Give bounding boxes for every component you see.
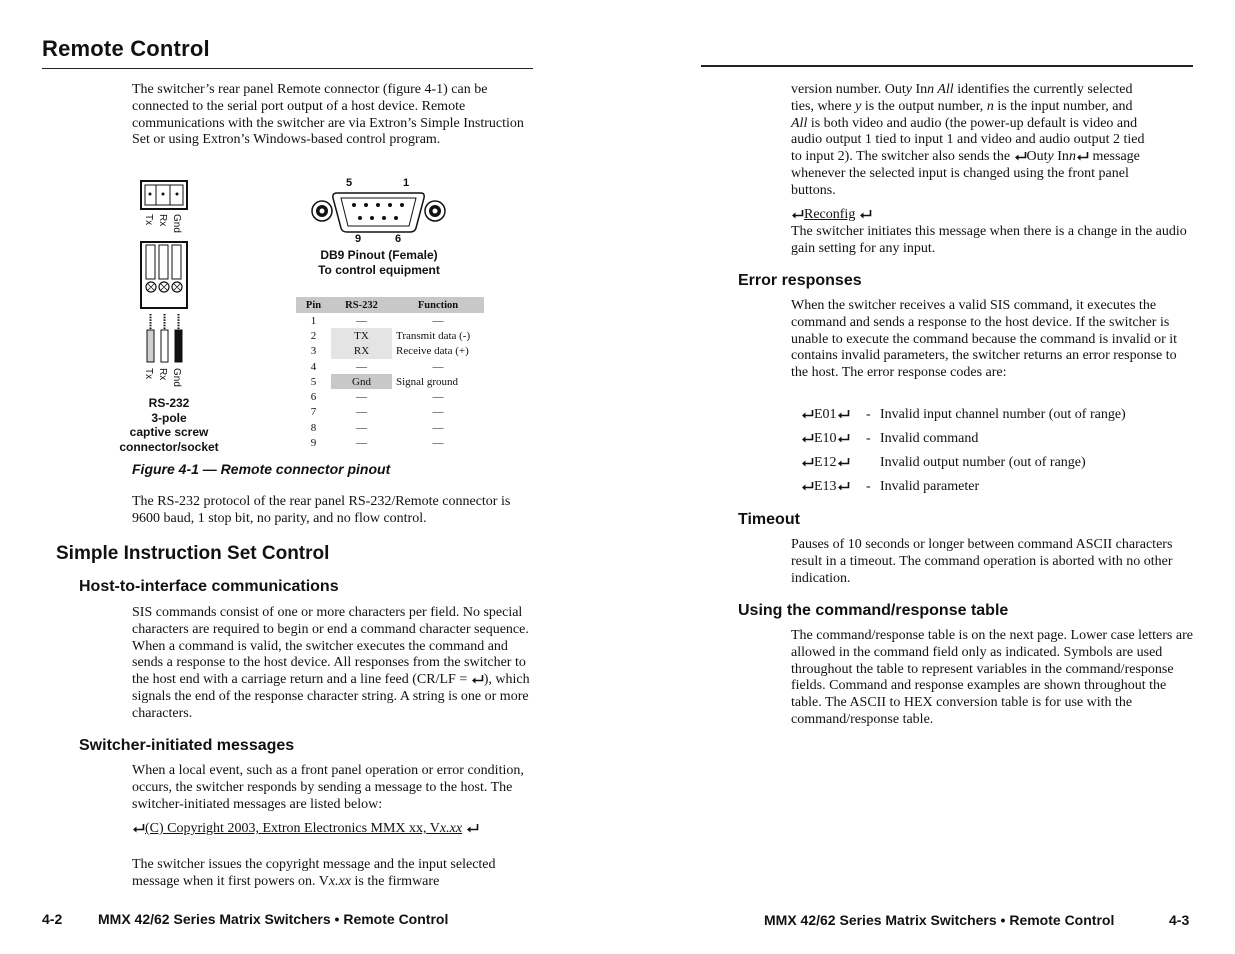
table-cell: — <box>356 360 367 373</box>
pinout-table <box>296 297 484 451</box>
footer-title-left: MMX 42/62 Series Matrix Switchers • Remote Control <box>98 911 449 927</box>
connector-caption-line: captive screw <box>129 425 209 440</box>
table-cell: Receive data (+) <box>396 345 469 358</box>
table-cell: — <box>432 406 444 419</box>
text-run: is both video and audio (the power-up default is video and <box>807 115 1138 131</box>
page-title: Remote Control <box>42 36 210 61</box>
table-row <box>296 405 484 420</box>
return-icon <box>801 457 814 467</box>
table-heading: Using the command/response table <box>738 602 1009 619</box>
connector-caption-line: RS-232 <box>148 396 190 410</box>
table-cell: Gnd <box>331 374 392 389</box>
error-dash: - <box>866 479 871 494</box>
copyright-paragraph <box>132 857 532 891</box>
host-text-a: SIS commands consist of one or more characters per field. No special characters are required to begin or end a command character sequence. When a command is valid, the switcher executes the command and sends a response to the host device. All responses from the switcher to the host end with a carriage return and a line feed (CR/LF = <box>132 605 529 688</box>
db9-pin-5: 5 <box>346 177 353 189</box>
db9-caption-line: To control equipment <box>318 263 440 277</box>
error-dash: - <box>866 407 871 422</box>
text-run: n All <box>927 82 954 97</box>
error-code: E13 <box>814 479 837 494</box>
switcher-heading: Switcher-initiated messages <box>79 737 295 754</box>
table-cell: — <box>432 437 444 450</box>
table-cell: — <box>356 437 367 450</box>
table-cell: 1 <box>310 314 317 327</box>
table-row <box>296 359 484 374</box>
footer-title-right: MMX 42/62 Series Matrix Switchers • Remote Control <box>764 912 1115 928</box>
table-row <box>296 313 484 328</box>
right-top-rule <box>701 65 1193 67</box>
error-row <box>801 455 1086 471</box>
error-code: E10 <box>814 431 837 446</box>
table-row <box>296 344 484 359</box>
text-run: n <box>986 98 994 114</box>
table-cell: — <box>356 406 367 419</box>
table-cell: 2 <box>310 329 317 342</box>
host-paragraph <box>132 605 534 723</box>
table-header-pin: Pin <box>296 297 331 313</box>
title-rule <box>42 68 533 69</box>
return-icon <box>837 457 850 467</box>
table-paragraph: The command/response table is on the next page. Lower case letters are allowed in the command field only as indicated. Symbols are used throughout the table to represent variables in the command/response fields. Command and response examples are shown throughout the table. The ASCII to HEX conversion table is for use with the command/response table. <box>791 628 1193 727</box>
wire-label-rx: Rx <box>157 368 168 381</box>
table-header-rs232: RS-232 <box>331 297 392 313</box>
text-run: y <box>855 98 862 114</box>
error-heading: Error responses <box>738 272 862 289</box>
wire-label-gnd: Gnd <box>171 368 182 387</box>
return-icon <box>1076 151 1089 161</box>
copyright-para-version: x.xx <box>328 873 352 889</box>
table-cell: 4 <box>310 360 317 373</box>
table-cell: — <box>432 391 444 404</box>
version-line-2 <box>791 99 1195 116</box>
switcher-paragraph: When a local event, such as a front panel operation or error condition, occurs, the switcher responds by sending a message to the host. The switcher-initiated messages are listed below: <box>132 763 524 812</box>
return-icon <box>837 409 850 419</box>
table-row <box>296 389 484 404</box>
return-icon <box>837 433 850 443</box>
table-cell: — <box>432 421 444 434</box>
connector-caption-line: connector/socket <box>119 439 219 454</box>
reconfig-text: Reconfig <box>804 207 856 222</box>
return-icon <box>466 823 479 833</box>
intro-paragraph: The switcher’s rear panel Remote connector (figure 4-1) can be connected to the serial port output of a host device. Remote communications with the switcher are via Extron’s Simple Instruction Set or using Extron’s Windows-based control program. <box>132 82 524 148</box>
return-icon <box>801 481 814 491</box>
table-header-function: Function <box>392 297 484 313</box>
pinout-table-grid <box>296 297 484 451</box>
copyright-message <box>132 821 479 838</box>
error-description: Invalid output number (out of range) <box>880 455 1086 470</box>
db9-pin-6: 6 <box>395 233 402 245</box>
return-icon <box>837 481 850 491</box>
version-line-3 <box>791 116 1195 133</box>
error-row <box>801 407 1126 423</box>
captive-screw-connector-drawing <box>138 180 198 375</box>
db9-pin-1: 1 <box>403 177 410 189</box>
footer-page-number-left: 4-2 <box>42 911 63 927</box>
error-paragraph: When the switcher receives a valid SIS command, it executes the command and sends a response to the host device. If the switcher is unable to execute the command because the command is invalid or it contains invalid parameters, the switcher returns an error response to the host. The error response codes are: <box>791 298 1178 381</box>
protocol-paragraph: The RS-232 protocol of the rear panel RS-232/Remote connector is 9600 baud, 1 stop bit, no parity, and no flow control. <box>132 494 511 526</box>
db9-pin-9: 9 <box>355 233 362 245</box>
figure-caption: Figure 4-1 — Remote connector pinout <box>132 461 391 477</box>
db9-caption-line: DB9 Pinout (Female) <box>320 248 438 262</box>
table-cell: — <box>432 360 444 373</box>
error-description: Invalid command <box>880 431 979 446</box>
return-icon <box>1014 151 1027 161</box>
table-row <box>296 328 484 343</box>
host-text-b: ), which signals the end of the response character string. A string is one or more characters. <box>132 672 530 721</box>
table-cell: — <box>356 421 367 434</box>
table-cell: 5 <box>310 375 317 388</box>
table-cell: RX <box>331 344 392 359</box>
error-description: Invalid parameter <box>880 479 980 494</box>
text-run: In <box>911 82 928 97</box>
table-row <box>296 420 484 435</box>
table-cell: — <box>432 314 444 327</box>
return-icon <box>801 433 814 443</box>
text-run: y <box>1047 149 1054 165</box>
return-icon <box>859 209 872 219</box>
connector-caption-line: 3-pole <box>151 410 187 425</box>
version-paragraph <box>791 82 1195 200</box>
version-line-7: buttons. <box>791 182 836 198</box>
table-row <box>296 374 484 389</box>
socket-label-tx: Tx <box>143 214 154 226</box>
timeout-heading: Timeout <box>738 511 800 528</box>
table-cell: 9 <box>310 437 317 450</box>
text-run: Out <box>1026 149 1048 165</box>
table-cell: 3 <box>310 345 317 358</box>
text-run: message <box>1088 149 1140 165</box>
text-run: is the output number, <box>861 98 987 114</box>
version-line-1 <box>791 82 1195 99</box>
text-run: y <box>905 82 912 97</box>
return-icon <box>471 674 484 684</box>
text-run: n <box>1068 149 1076 165</box>
db9-caption <box>299 248 459 278</box>
return-icon <box>801 409 814 419</box>
version-line-6: whenever the selected input is changed using the front panel <box>791 165 1129 181</box>
text-run: to input 2). The switcher also sends the <box>791 149 1014 165</box>
host-heading: Host-to-interface communications <box>79 578 339 595</box>
return-icon <box>791 209 804 219</box>
db9-connector <box>310 190 448 239</box>
text-run: is the input number, and <box>993 98 1133 114</box>
db9-drawing <box>310 190 448 234</box>
error-row <box>801 479 980 495</box>
text-run: In <box>1053 149 1069 165</box>
table-row <box>296 435 484 450</box>
table-cell: Signal ground <box>396 375 459 388</box>
copyright-para-text-b: is the firmware <box>351 873 440 889</box>
copyright-version: x.xx <box>439 821 463 836</box>
copyright-text: (C) Copyright 2003, Extron Electronics MMX xx, V <box>145 821 440 836</box>
sis-heading: Simple Instruction Set Control <box>56 543 330 564</box>
version-line-5 <box>791 149 1195 166</box>
connector-caption <box>100 396 238 454</box>
return-icon <box>132 823 145 833</box>
error-dash: - <box>866 431 871 446</box>
text-run: version number. Out <box>791 82 906 97</box>
error-code: E01 <box>814 407 837 422</box>
table-cell: TX <box>331 328 392 343</box>
table-cell: 6 <box>310 391 317 404</box>
copyright-para-text-a: The switcher issues the copyright message and the input selected message when it first powers on. V <box>132 857 496 889</box>
wire-label-tx: Tx <box>143 368 154 380</box>
error-code: E12 <box>814 455 837 470</box>
copyright-message-text <box>145 821 462 836</box>
reconfig-message <box>791 207 872 224</box>
table-cell: — <box>356 314 367 327</box>
text-run: identifies the currently selected <box>953 82 1133 97</box>
error-row <box>801 431 979 447</box>
text-run: ties, where <box>791 98 856 114</box>
table-cell: Transmit data (-) <box>396 329 471 342</box>
version-line-4: audio output 1 tied to input 1 and video and audio output 2 tied <box>791 132 1145 148</box>
text-run: All <box>791 115 808 131</box>
footer-page-number-right: 4-3 <box>1169 912 1190 928</box>
table-cell: — <box>356 391 367 404</box>
socket-label-rx: Rx <box>157 214 168 227</box>
table-cell: 7 <box>310 406 317 419</box>
captive-screw-connector-figure <box>138 180 198 380</box>
table-header-row <box>296 297 484 313</box>
error-description: Invalid input channel number (out of range) <box>880 407 1126 422</box>
socket-label-gnd: Gnd <box>171 214 182 233</box>
reconfig-paragraph: The switcher initiates this message when there is a change in the audio gain setting for any input. <box>791 224 1187 256</box>
table-cell: 8 <box>310 421 317 434</box>
timeout-paragraph: Pauses of 10 seconds or longer between command ASCII characters result in a timeout. The command operation is aborted with no other indication. <box>791 537 1173 586</box>
